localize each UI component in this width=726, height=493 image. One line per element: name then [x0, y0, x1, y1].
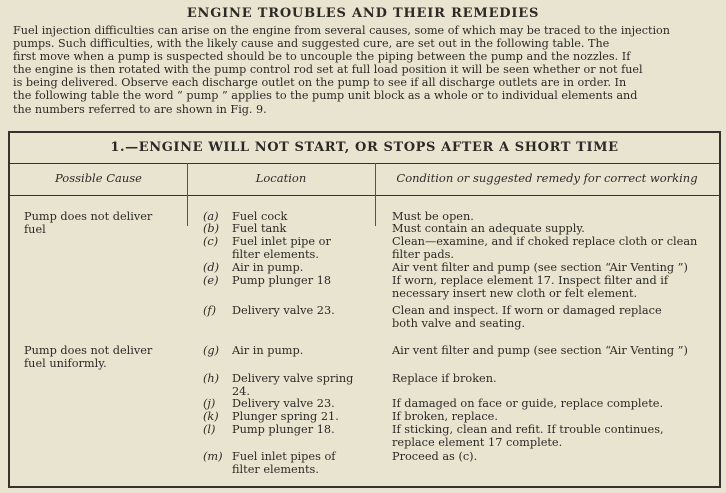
- location-cell: Air in pump.: [232, 261, 304, 274]
- row-key: (g): [203, 344, 220, 357]
- troubles-table: [8, 131, 721, 488]
- cause-line: fuel: [24, 222, 46, 236]
- location-cell: Fuel cock: [232, 210, 288, 223]
- intro-line: Fuel injection difficulties can arise on the engine from several causes, some of which may be traced to the injection: [13, 24, 670, 37]
- intro-line: pumps. Such difficulties, with the likely cause and suggested cure, are set out in the following table. The: [13, 37, 610, 51]
- location-cell: Plunger spring 21.: [232, 410, 339, 423]
- remedy-cell: Must contain an adequate supply.: [392, 222, 585, 235]
- location-cell: [232, 236, 331, 261]
- cause-line: Pump does not deliver: [24, 210, 153, 223]
- remedy-cell: Air vent filter and pump (see section “Air Venting ”): [392, 344, 688, 357]
- location-cell: [232, 451, 335, 476]
- remedy-line: Clean—examine, and if choked replace cloth or clean: [392, 235, 698, 248]
- location-line: Delivery valve spring: [232, 372, 354, 385]
- remedy-line: replace element 17 complete.: [392, 435, 563, 449]
- remedy-line: both valve and seating.: [392, 316, 526, 330]
- remedy-cell: [392, 305, 662, 330]
- column-header-remedy: Condition or suggested remedy for correct working: [396, 171, 698, 185]
- remedy-line: necessary insert new cloth or felt element.: [392, 286, 638, 300]
- column-header-cause: Possible Cause: [55, 171, 142, 185]
- intro-line: is being delivered. Observe each discharge outlet on the pump to see if all discharge outlets are in order. In: [13, 76, 627, 90]
- remedy-cell: Replace if broken.: [392, 372, 497, 385]
- location-line: 24.: [232, 384, 250, 398]
- location-cell: [232, 373, 353, 398]
- location-cell: Delivery valve 23.: [232, 397, 335, 410]
- remedy-cell: If damaged on face or guide, replace complete.: [392, 397, 664, 410]
- remedy-line: Clean and inspect. If worn or damaged replace: [392, 304, 662, 317]
- page-title: ENGINE TROUBLES AND THEIR REMEDIES: [186, 6, 540, 21]
- location-line: filter elements.: [232, 247, 319, 261]
- row-key: (d): [203, 261, 220, 274]
- remedy-cell: Air vent filter and pump (see section “Air Venting ”): [392, 261, 688, 274]
- cause-cell: [24, 345, 152, 370]
- remedy-line: If sticking, clean and refit. If trouble continues,: [392, 423, 664, 436]
- cause-cell: [24, 211, 152, 236]
- intro-line: the following table the word “ pump ” applies to the pump unit block as a whole or to individual elements and: [13, 89, 638, 103]
- intro-paragraph: [13, 24, 714, 116]
- intro-line: the engine is then rotated with the pump control rod set at full load position it will be seen whether or not fuel: [13, 63, 643, 77]
- table-divider: [10, 163, 719, 164]
- cause-line: fuel uniformly.: [24, 356, 107, 370]
- location-cell: Delivery valve 23.: [232, 304, 335, 317]
- row-key: (f): [203, 304, 216, 317]
- intro-line: the numbers referred to are shown in Fig. 9.: [13, 102, 267, 116]
- remedy-line: filter pads.: [392, 247, 454, 261]
- remedy-cell: Proceed as (c).: [392, 450, 478, 463]
- remedy-cell: [392, 424, 664, 449]
- remedy-cell: [392, 236, 697, 261]
- remedy-cell: Must be open.: [392, 210, 474, 223]
- row-key: (c): [203, 235, 219, 248]
- location-cell: Fuel tank: [232, 222, 287, 235]
- location-cell: Pump plunger 18.: [232, 423, 335, 436]
- row-key: (h): [203, 372, 220, 385]
- column-header-location: Location: [255, 171, 307, 185]
- remedy-cell: If broken, replace.: [392, 410, 498, 423]
- row-key: (m): [203, 450, 223, 463]
- location-cell: Air in pump.: [232, 344, 304, 357]
- row-key: (e): [203, 274, 219, 287]
- location-cell: Pump plunger 18: [232, 274, 332, 287]
- row-key: (k): [203, 410, 219, 423]
- location-line: Fuel inlet pipe or: [232, 235, 331, 248]
- row-key: (j): [203, 397, 216, 410]
- remedy-line: If worn, replace element 17. Inspect filter and if: [392, 274, 669, 287]
- cause-line: Pump does not deliver: [24, 344, 153, 357]
- intro-line: first move when a pump is suspected should be to uncouple the piping between the pump and the nozzles. If: [13, 50, 631, 64]
- location-line: Fuel inlet pipes of: [232, 450, 336, 463]
- row-key: (l): [203, 423, 216, 436]
- row-key: (a): [203, 210, 219, 223]
- location-line: filter elements.: [232, 462, 319, 476]
- remedy-cell: [392, 275, 668, 300]
- row-key: (b): [203, 222, 220, 235]
- table-heading: 1.—ENGINE WILL NOT START, OR STOPS AFTER A SHORT TIME: [110, 140, 619, 155]
- table-divider: [10, 195, 719, 196]
